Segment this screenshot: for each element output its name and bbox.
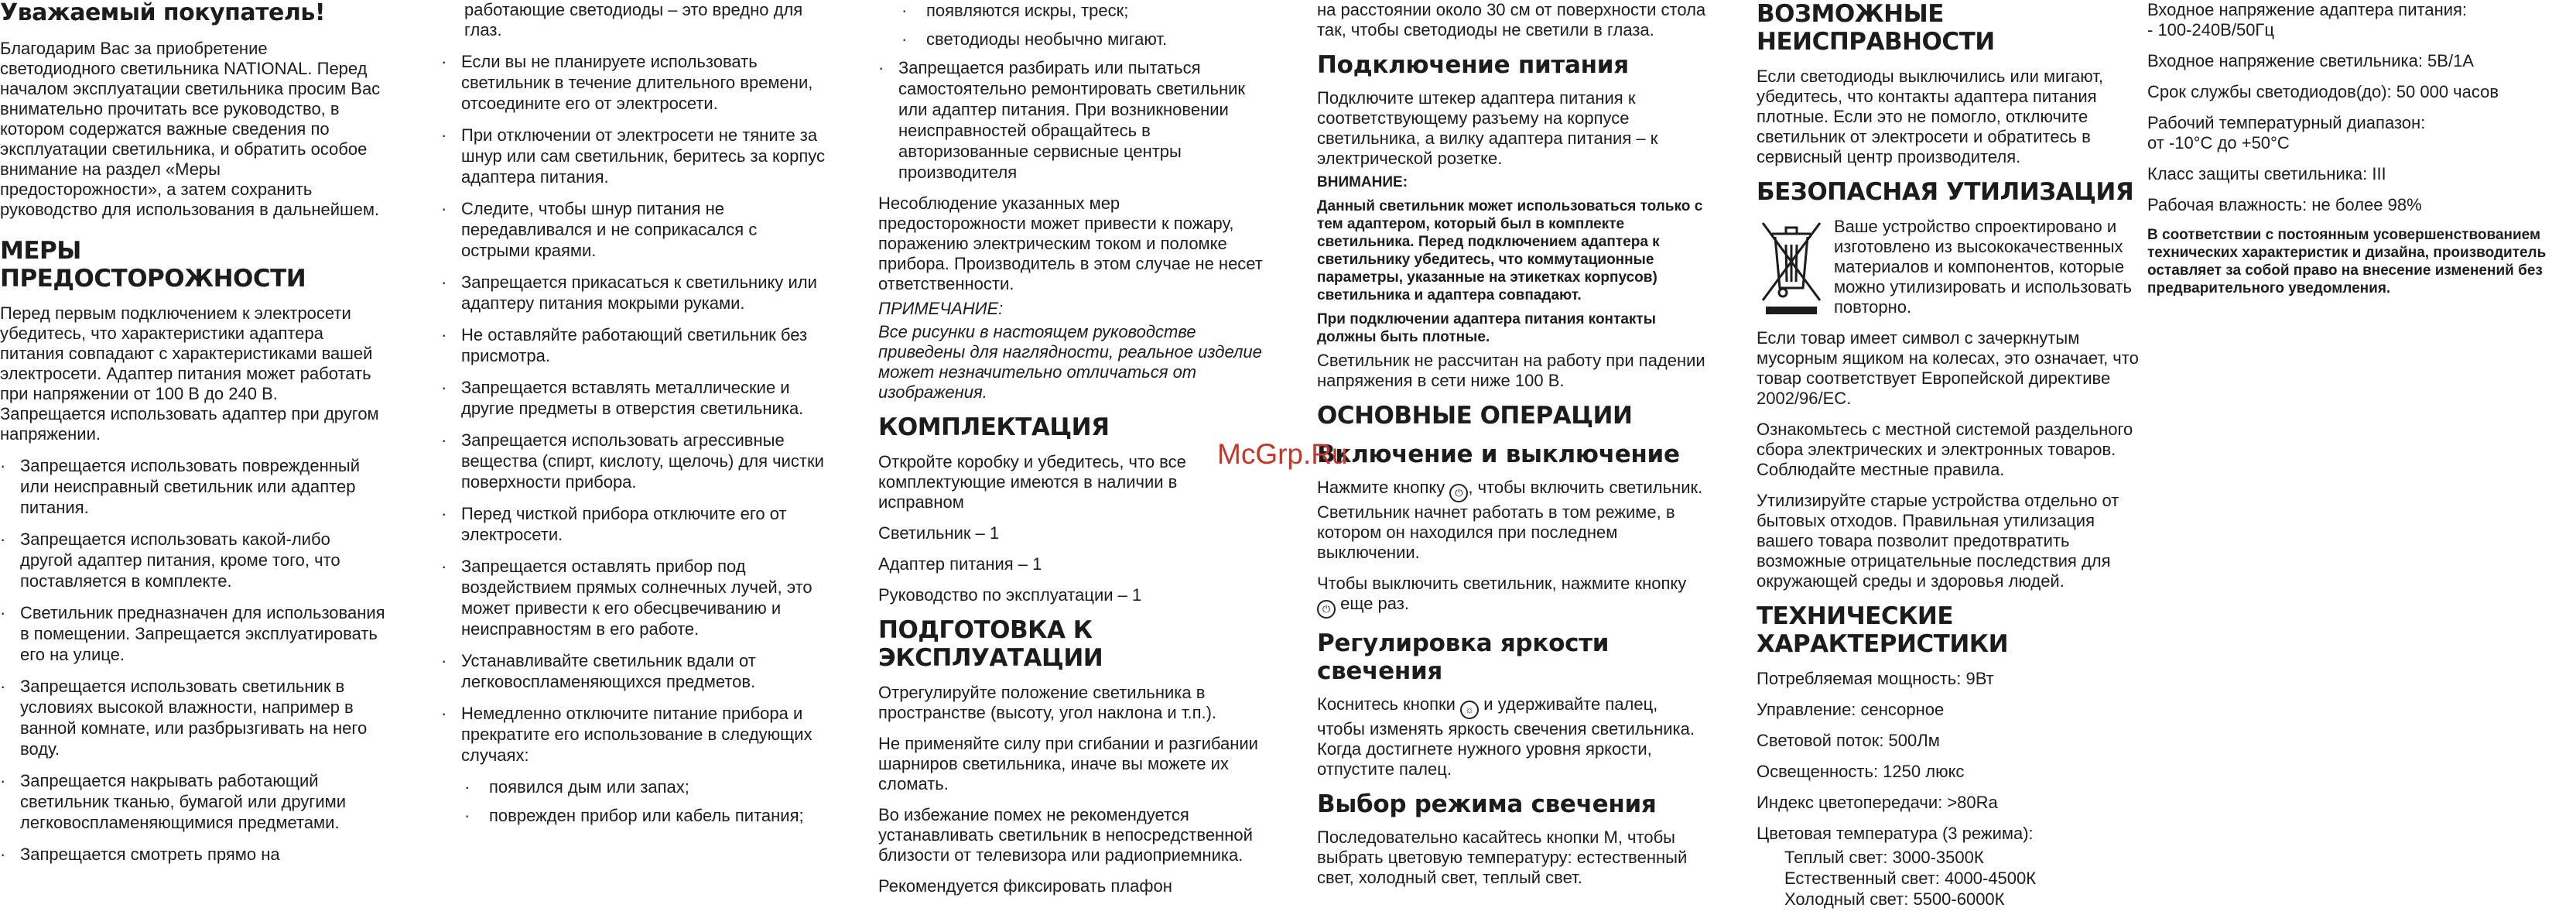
- prep-paragraph: Не применяйте силу при сгибании и разгибании шарниров светильника, иначе вы можете их сломать.: [878, 734, 1258, 793]
- spec-item: Цветовая температура (3 режима):: [1757, 824, 2034, 843]
- prep-paragraph: Отрегулируйте положение светильника в пространстве (высоту, угол наклона и т.п.).: [878, 683, 1217, 722]
- specs-title: ТЕХНИЧЕСКИЕ ХАРАКТЕРИСТИКИ: [1757, 602, 2009, 658]
- power-paragraph: Подключите штекер адаптера питания к соответствующему разъему на корпусе светильника, а вилку адаптера питания – к электрической розетке.: [1317, 88, 1658, 168]
- bullet-item: · Перед чисткой прибора отключите его от электросети.: [441, 503, 828, 545]
- bullet-item: · Если вы не планируете использовать светильник в течение длительного времени, отсоедините его от электросети.: [441, 51, 828, 114]
- bullet-item: · Запрещается вставлять металлические и другие предметы в отверстия светильника.: [441, 377, 828, 419]
- bullet-item: · Запрещается использовать какой-либо другой адаптер питания, кроме того, что поставляется в комплекте.: [0, 529, 387, 591]
- spec-item: Освещенность: 1250 люкс: [1757, 762, 1965, 781]
- color-temp-item: Теплый свет: 3000-3500К: [1784, 848, 1984, 867]
- column-5: [1757, 0, 2147, 915]
- disposal-paragraph: Если товар имеет символ с зачеркнутым мусорным ящиком на колесах, это означает, что товар соответствует Европейской директиве 2002/96/ЕС.: [1757, 328, 2139, 408]
- safety-title: МЕРЫ ПРЕДОСТОРОЖНОСТИ: [0, 237, 306, 293]
- prep-paragraph: Рекомендуется фиксировать плафон: [878, 876, 1172, 896]
- color-temp-item: Естественный свет: 4000-4500К: [1784, 869, 2037, 888]
- safety-intro: Перед первым подключением к электросети убедитесь, что характеристики адаптера питания совпадают с характеристиками вашей электросети. Адаптер питания может работать при напряжении от 100 В до 240 В. Запрещается использовать адаптер при другом напряжении.: [0, 303, 379, 444]
- spec-item: Управление: сенсорное: [1757, 700, 1945, 719]
- attention-label: ВНИМАНИЕ:: [1317, 174, 1408, 190]
- color-temp-item: Холодный свет: 5500-6000К: [1784, 889, 2005, 909]
- bullet-item: · Не оставляйте работающий светильник без присмотра.: [441, 324, 828, 366]
- spec-item: Входное напряжение светильника: 5В/1А: [2147, 51, 2474, 70]
- disposal-paragraph: Ваше устройство спроектировано и изготовлено из высококачественных материалов и компонентов, которые можно утилизировать и использовать повторно.: [1834, 217, 2132, 317]
- onoff-text-b: , чтобы включить светильник. Светильник начнет работать в том режиме, в котором он находился при последнем выключении.: [1317, 478, 1703, 562]
- mode-paragraph: Последовательно касайтесь кнопки М, чтобы выбрать цветовую температуру: естественный свет, холодный свет, теплый свет.: [1317, 828, 1688, 887]
- power-icon: ⏻: [1317, 600, 1336, 619]
- bullet-item: · Запрещается использовать светильник в условиях высокой влажности, например в ванной комнате, или разбрызгивать на него воду.: [0, 676, 387, 759]
- column-2: [441, 0, 828, 915]
- faults-paragraph: Если светодиоды выключились или мигают, убедитесь, что контакты адаптера питания плотные. Если это не помогло, отключите светильник от электросети и обратитесь в сервисный центр производителя.: [1757, 67, 2103, 166]
- footer-note: В соответствии с постоянным усовершенствованием технических характеристик и дизайна, производитель оставляет за собой право на внесение изменений без предварительного уведомления.: [2147, 227, 2547, 296]
- bullet-item: · Запрещается разбирать или пытаться самостоятельно ремонтировать светильник или адаптер питания. При возникновении неисправностей обращайтесь в авторизованные сервисные центры производителя: [878, 57, 1265, 183]
- power-icon: ⏻: [1449, 484, 1468, 502]
- note-label: ПРИМЕЧАНИЕ:: [878, 299, 1004, 318]
- greeting-title: Уважаемый покупатель!: [0, 0, 326, 26]
- warning-paragraph: Несоблюдение указанных мер предосторожности может привести к пожару, поражению электрическим током и поломке прибора. Производитель в этом случае не несет ответственности.: [878, 194, 1263, 293]
- ops-title: ОСНОВНЫЕ ОПЕРАЦИИ: [1317, 402, 1633, 430]
- onoff-title: Включение и выключение: [1317, 440, 1680, 468]
- spec-item: Класс защиты светильника: III: [2147, 164, 2386, 183]
- spec-item: Рабочая влажность: не более 98%: [2147, 195, 2422, 214]
- continued-text: работающие светодиоды – это вредно для глаз.: [464, 0, 803, 39]
- column-6: [2147, 0, 2576, 915]
- onoff-text-a: Чтобы выключить светильник, нажмите кнопку: [1317, 574, 1687, 593]
- column-1: [0, 0, 387, 915]
- disposal-paragraph: Утилизируйте старые устройства отдельно от бытовых отходов. Правильная утилизация вашего товара позволит предотвратить возможные отрицательные последствия для окружающей среды и здоровья людей.: [1757, 491, 2119, 591]
- bullet-item: · При отключении от электросети не тяните за шнур или сам светильник, беритесь за корпус адаптера питания.: [441, 125, 828, 187]
- power-title: Подключение питания: [1317, 51, 1629, 79]
- faults-title: ВОЗМОЖНЫЕ НЕИСПРАВНОСТИ: [1757, 0, 1995, 56]
- bullet-item: · Запрещается накрывать работающий светильник тканью, бумагой или другими легковоспламеняющимися предметами.: [0, 770, 387, 833]
- spec-item: Входное напряжение адаптера питания: - 100-240В/50Гц: [2147, 0, 2468, 39]
- kit-intro: Откройте коробку и убедитесь, что все комплектующие имеются в наличии в исправном: [878, 452, 1186, 512]
- bullet-item: · Запрещается прикасаться к светильнику или адаптеру питания мокрыми руками.: [441, 272, 828, 314]
- voltage-note: Светильник не рассчитан на работу при падении напряжения в сети ниже 100 В.: [1317, 351, 1705, 390]
- note-text: Все рисунки в настоящем руководстве приведены для наглядности, реальное изделие может незначительно отличаться от изображения.: [878, 322, 1262, 402]
- bullet-item: · Немедленно отключите питание прибора и прекратите его использование в следующих случаях:: [441, 703, 828, 766]
- spec-item: Индекс цветопередачи: >80Ra: [1757, 793, 1998, 812]
- kit-item: Адаптер питания – 1: [878, 554, 1042, 574]
- onoff-paragraph: [1317, 574, 1708, 619]
- mode-title: Выбор режима свечения: [1317, 790, 1657, 818]
- bullet-item: · Устанавливайте светильник вдали от легковоспламеняющихся предметов.: [441, 650, 828, 692]
- intro-paragraph: Благодарим Вас за приобретение светодиодного светильника NATIONAL. Перед началом эксплуатации светильника просим Вас внимательно прочитать все руководство, в котором содержатся важные сведения по эксплуатации светильника, и обратить особое внимание на раздел «Меры предосторожности», а затем сохранить руководство для использования в дальнейшем.: [0, 39, 381, 219]
- spec-item: Световой поток: 500Лм: [1757, 731, 1940, 750]
- kit-item: Руководство по эксплуатации – 1: [878, 585, 1142, 605]
- sub-bullet-item: · поврежден прибор или кабель питания;: [441, 805, 828, 826]
- bullet-item: · Запрещается смотреть прямо на: [0, 844, 387, 865]
- column-4: [1317, 0, 1708, 915]
- bullet-item: · Запрещается оставлять прибор под воздействием прямых солнечных лучей, это может привести к его обесцвечиванию и неисправностям в его работе.: [441, 556, 828, 639]
- prep-title: ПОДГОТОВКА К ЭКСПЛУАТАЦИИ: [878, 616, 1103, 672]
- sub-bullet-item: · появляются искры, треск;: [878, 0, 1265, 21]
- prep-paragraph: Во избежание помех не рекомендуется устанавливать светильник в непосредственной близости от телевизора или радиоприемника.: [878, 805, 1253, 865]
- disposal-paragraph: Ознакомьтесь с местной системой раздельного сбора электрических и электронных товаров. Соблюдайте местные правила.: [1757, 420, 2133, 479]
- spec-item: Рабочий температурный диапазон: от -10°С до +50°С: [2147, 113, 2426, 152]
- weee-bin-icon: [1757, 217, 1834, 328]
- brightness-text-a: Коснитесь кнопки: [1317, 694, 1456, 714]
- kit-title: КОМПЛЕКТАЦИЯ: [878, 413, 1110, 441]
- disposal-title: БЕЗОПАСНАЯ УТИЛИЗАЦИЯ: [1757, 178, 2134, 206]
- brightness-title: Регулировка яркости свечения: [1317, 629, 1610, 685]
- bullet-item: · Запрещается использовать агрессивные вещества (спирт, кислоту, щелочь) для чистки поверхности прибора.: [441, 430, 828, 492]
- spec-item: Срок службы светодиодов(до): 50 000 часов: [2147, 82, 2499, 101]
- sub-bullet-item: · появился дым или запах;: [441, 776, 828, 797]
- attention-paragraph: При подключении адаптера питания контакты должны быть плотные.: [1317, 311, 1656, 345]
- disposal-block: [1757, 217, 2147, 328]
- onoff-paragraph: [1317, 478, 1708, 563]
- watermark: McGrp.Ru: [1217, 438, 1348, 470]
- bullet-item: · Следите, чтобы шнур питания не передавливался и не соприкасался с острыми краями.: [441, 198, 828, 261]
- bullet-item: · Запрещается использовать поврежденный или неисправный светильник или адаптер питания.: [0, 455, 387, 518]
- kit-item: Светильник – 1: [878, 523, 1000, 543]
- sub-bullet-item: · светодиоды необычно мигают.: [878, 29, 1265, 50]
- brightness-paragraph: [1317, 694, 1708, 780]
- brightness-icon: ☼: [1460, 701, 1479, 719]
- onoff-text-a: Нажмите кнопку: [1317, 478, 1445, 497]
- bullet-item: · Светильник предназначен для использования в помещении. Запрещается эксплуатировать его на улице.: [0, 602, 387, 665]
- onoff-text-b: еще раз.: [1340, 594, 1409, 613]
- continued-text: на расстоянии около 30 см от поверхности стола так, чтобы светодиоды не светили в глаза.: [1317, 0, 1706, 39]
- attention-paragraph: Данный светильник может использоваться только с тем адаптером, который был в комплекте светильника. Перед подключением адаптера к светильнику убедитесь, что коммутационные параметры, указанные на этикетках корпусов) светильника и адаптера совпадают.: [1317, 198, 1703, 303]
- brightness-text-b: и удерживайте палец, чтобы изменять яркость свечения светильника. Когда достигнете нужного уровня яркости, отпустите палец.: [1317, 694, 1695, 779]
- column-3: [878, 0, 1265, 915]
- spec-item: Потребляемая мощность: 9Вт: [1757, 669, 1994, 688]
